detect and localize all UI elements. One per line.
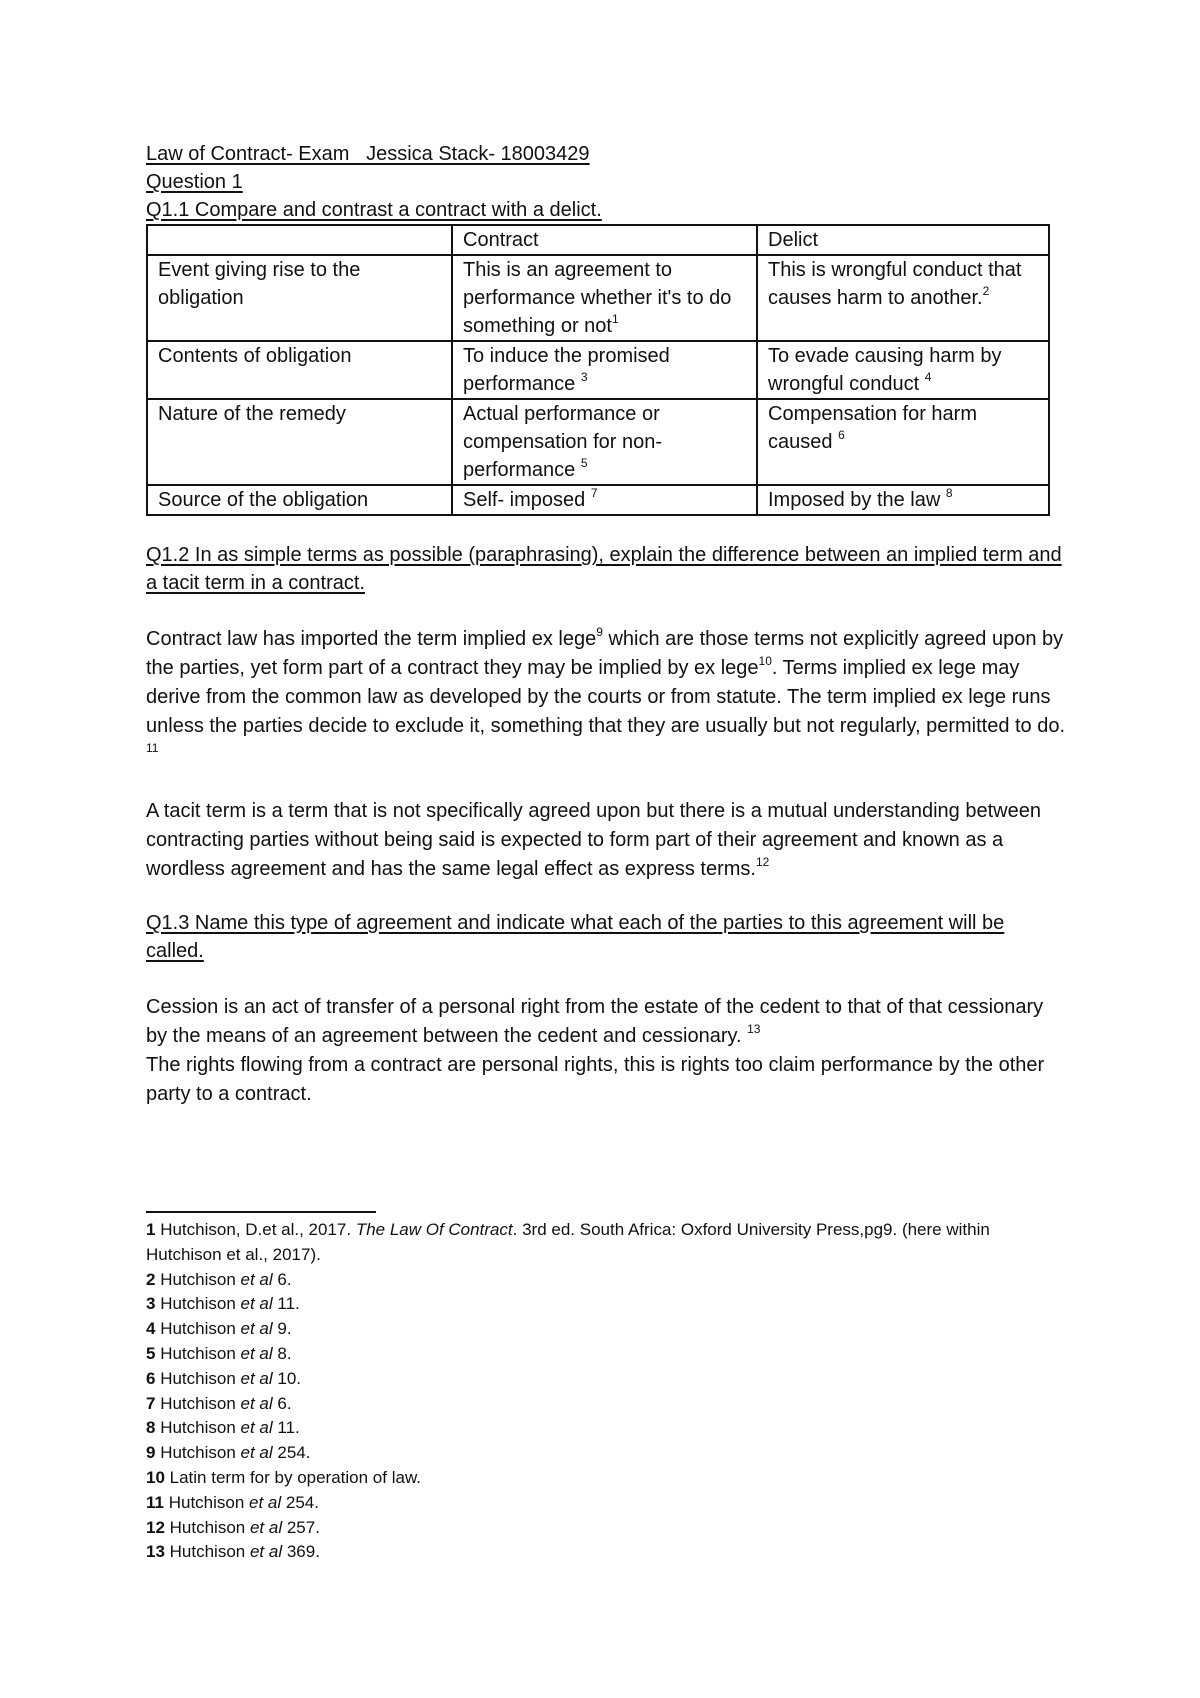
delict-cell: Compensation for harm caused $^6$ [757, 399, 1049, 485]
table-header-cell [147, 225, 452, 255]
delict-cell: This is wrongful conduct that causes harm to another.$^2$ [757, 255, 1049, 341]
contract-cell: Self- imposed $^7$ [452, 485, 757, 515]
comparison-table [146, 224, 1050, 516]
footnote-author: Hutchison [164, 1542, 250, 1562]
footnote: 8 Hutchison et al 11. [146, 1418, 300, 1438]
footnote-author: Hutchison [155, 1443, 241, 1463]
table-header-cell: Delict [757, 225, 1049, 255]
question-heading: Question 1 [146, 171, 243, 193]
q1-2-heading: Q1.2 In as simple terms as possible (paraphrasing), explain the difference between an implied term and a tacit term in a contract. [146, 544, 1062, 594]
footnote-separator [146, 1211, 376, 1213]
footnotes [146, 1218, 1066, 1565]
footnote-author: Hutchison [155, 1368, 241, 1388]
footnote-author: Hutchison [155, 1418, 241, 1438]
footnote-author: Hutchison [155, 1319, 241, 1339]
footnote: 13 Hutchison et al 369. [146, 1542, 320, 1562]
footnote: 10 Latin term for by operation of law. [146, 1467, 422, 1487]
footnote-author: Hutchison [155, 1294, 241, 1314]
footnote: 2 Hutchison et al 6. [146, 1269, 292, 1289]
delict-cell: Imposed by the law $^8$ [757, 485, 1049, 515]
footnote-author: Hutchison [155, 1393, 241, 1413]
footnote-author: Hutchison [163, 1492, 250, 1512]
table-header-row [147, 225, 1049, 255]
footnote: 12 Hutchison et al 257. [146, 1517, 320, 1537]
document-title: Law of Contract- Exam Jessica Stack- 18003429 [146, 143, 590, 165]
delict-cell: To evade causing harm by wrongful conduct $^4$ [757, 341, 1049, 399]
implied-term-paragraph: Contract law has imported the term implied ex lege$^9$ which are those terms not explicitly agreed upon by the parties, yet form part of a contract they may be implied by ex lege$^{10}$. Terms implied ex lege may derive from the common law as developed by the courts or from statute. The term implied ex lege runs unless the parties decide to exclude it, something that they are usually but not regularly, permitted to do. $^{11}$ [146, 625, 1066, 755]
row-label: Source of the obligation [147, 485, 452, 515]
footnote: 6 Hutchison et al 10. [146, 1368, 302, 1388]
tacit-term-paragraph: A tacit term is a term that is not specifically agreed upon but there is a mutual understanding between contracting parties without being said is expected to form part of their agreement and known as a wordless agreement and has the same legal effect as express terms.$^{12}$ [146, 800, 1041, 880]
contract-cell: Actual performance or compensation for non-performance $^5$ [452, 399, 757, 485]
footnote: 5 Hutchison et al 8. [146, 1343, 292, 1363]
row-label: Event giving rise to the obligation [147, 255, 452, 341]
footnote: 7 Hutchison et al 6. [146, 1393, 292, 1413]
q1-3-heading: Q1.3 Name this type of agreement and indicate what each of the parties to this agreement will be called. [146, 912, 1005, 962]
q1-1-heading: Q1.1 Compare and contrast a contract with a delict. [146, 199, 602, 221]
row-label: Nature of the remedy [147, 399, 452, 485]
contract-cell: This is an agreement to performance whether it's to do something or not$^1$ [452, 255, 757, 341]
table-row [147, 255, 1049, 341]
table-row [147, 341, 1049, 399]
row-label: Contents of obligation [147, 341, 452, 399]
footnote: 1 Hutchison, D.et al., 2017. The Law Of Contract. 3rd ed. South Africa: Oxford University Press,pg9. (here within Hutchison et al., 2017). [146, 1220, 990, 1264]
footnote: 11 Hutchison et al 254. [146, 1492, 319, 1512]
cession-paragraph: Cession is an act of transfer of a personal right from the estate of the cedent to that of that cessionary by the means of an agreement between the cedent and cessionary. $^{13}$ [146, 996, 1044, 1047]
footnote: 4 Hutchison et al 9. [146, 1319, 292, 1339]
footnote-author: Hutchison [155, 1269, 241, 1289]
footnote: 9 Hutchison et al 254. [146, 1443, 311, 1463]
table-row [147, 485, 1049, 515]
table-header-cell: Contract [452, 225, 757, 255]
document-page [146, 140, 1066, 1109]
personal-rights-paragraph: The rights flowing from a contract are personal rights, this is rights too claim performance by the other party to a contract. [146, 1054, 1045, 1105]
footnote: 3 Hutchison et al 11. [146, 1294, 300, 1314]
footnote-author: Hutchison [155, 1343, 241, 1363]
footnote-author: Hutchison [164, 1517, 250, 1537]
contract-cell: To induce the promised performance $^3$ [452, 341, 757, 399]
table-row [147, 399, 1049, 485]
